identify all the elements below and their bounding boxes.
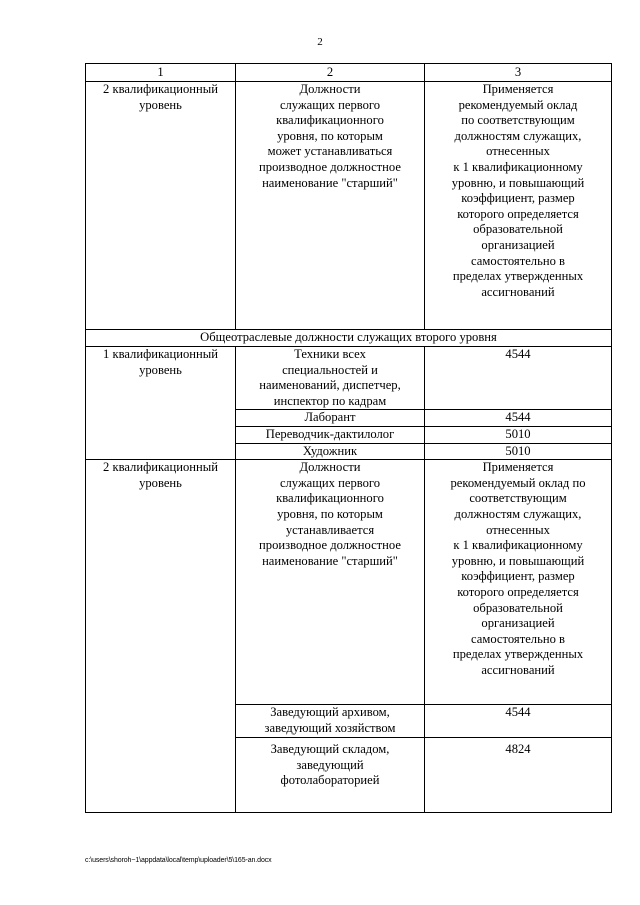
- table-row: [86, 82, 612, 330]
- position-cell: Техники всех специальностей и наименований, диспетчер, инспектор по кадрам: [236, 347, 425, 410]
- position-cell: Лаборант: [236, 410, 425, 427]
- column-header-3: 3: [425, 64, 612, 82]
- table-row: [86, 460, 612, 705]
- qualification-level-cell: 2 квалификационный уровень: [86, 82, 236, 330]
- salary-cell: Применяется рекомендуемый оклад по соответствующим должностям служащих, отнесенных к 1 квалификационному уровню, и повышающий коэффициент, размер которого определяется образовательной организацией самостоятельно в пределах утвержденных ассигнований: [425, 460, 612, 705]
- position-cell: Заведующий архивом, заведующий хозяйством: [236, 705, 425, 738]
- position-cell: Переводчик-дактилолог: [236, 426, 425, 443]
- position-cell: Должности служащих первого квалификационного уровня, по которым устанавливается производное должностное наименование "старший": [236, 460, 425, 705]
- salary-cell: Применяется рекомендуемый оклад по соответствующим должностям служащих, отнесенных к 1 квалификационному уровню, и повышающий коэффициент, размер которого определяется образовательной организацией самостоятельно в пределах утвержденных ассигнований: [425, 82, 612, 330]
- page-number: 2: [317, 36, 323, 48]
- section-row: [86, 330, 612, 347]
- salary-cell: 4544: [425, 705, 612, 738]
- table-row: [86, 347, 612, 410]
- salary-cell: 4544: [425, 347, 612, 410]
- qualification-level-cell: 1 квалификационный уровень: [86, 347, 236, 460]
- salary-cell: 5010: [425, 443, 612, 460]
- salary-cell: 4824: [425, 738, 612, 813]
- position-cell: Должности служащих первого квалификационного уровня, по которым может устанавливаться производное должностное наименование "старший": [236, 82, 425, 330]
- salary-cell: 4544: [425, 410, 612, 427]
- column-header-1: 1: [86, 64, 236, 82]
- qualification-level-cell: 2 квалификационный уровень: [86, 460, 236, 813]
- salary-cell: 5010: [425, 426, 612, 443]
- salary-table: [85, 63, 612, 813]
- column-header-2: 2: [236, 64, 425, 82]
- position-cell: Заведующий складом, заведующий фотолабораторией: [236, 738, 425, 813]
- section-title: Общеотраслевые должности служащих второго уровня: [86, 330, 612, 347]
- footer-file-path: c:\users\shoroh~1\appdata\local\temp\uploader\5\165-an.docx: [85, 857, 272, 864]
- table-header-row: [86, 64, 612, 82]
- position-cell: Художник: [236, 443, 425, 460]
